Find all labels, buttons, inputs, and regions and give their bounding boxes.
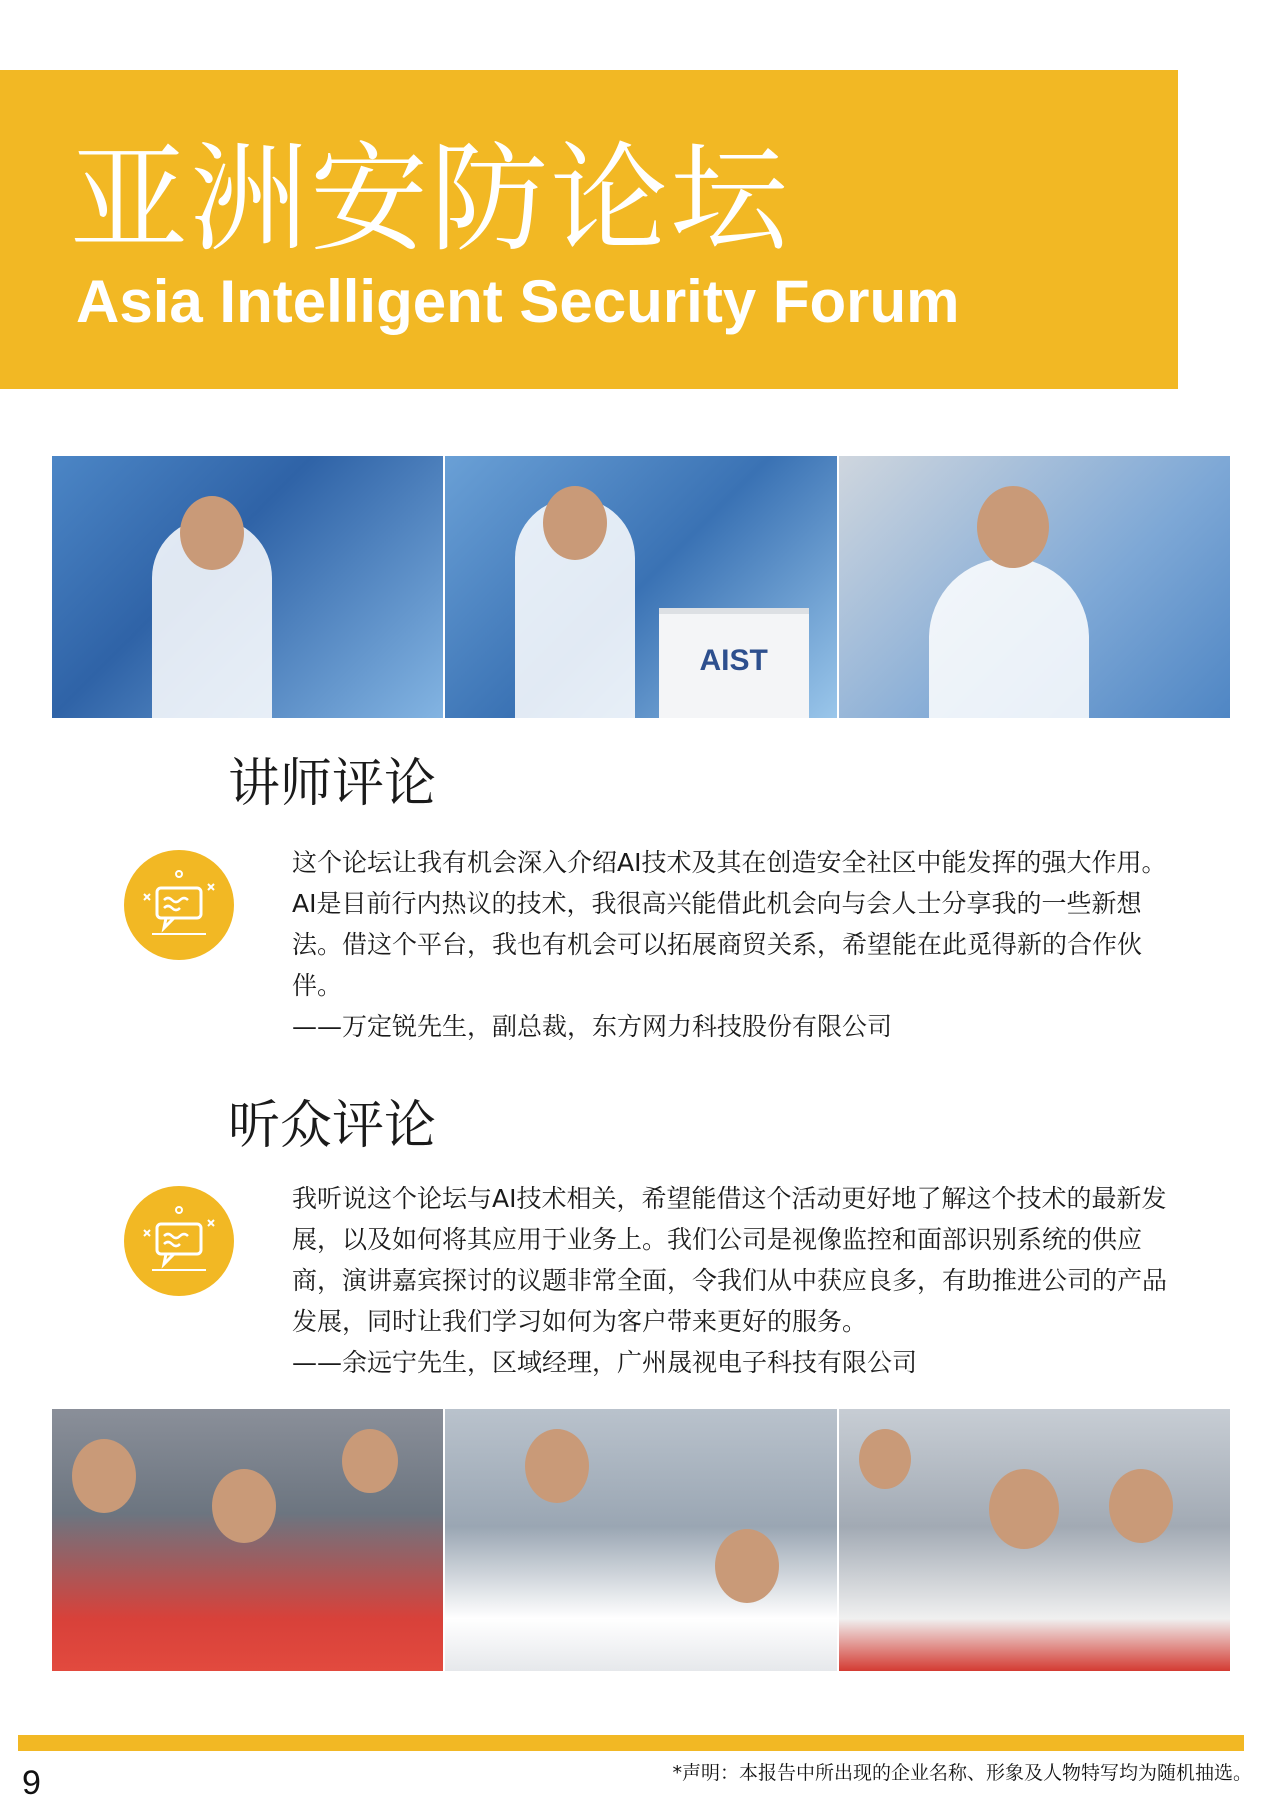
podium-logo: AIST <box>659 608 809 718</box>
speaker-figure <box>929 558 1089 718</box>
speaker-photo-1 <box>52 456 443 718</box>
speaker-section-title: 讲师评论 <box>228 754 437 814</box>
audience-attribution: ——余远宁先生，区域经理，广州晟视电子科技有限公司 <box>292 1348 918 1377</box>
speaker-attribution: ——万定锐先生，副总裁，东方网力科技股份有限公司 <box>292 1012 893 1041</box>
audience-photo-3 <box>839 1409 1230 1671</box>
audience-head <box>72 1439 136 1513</box>
audience-head <box>212 1469 276 1543</box>
page-number: 9 <box>22 1764 41 1802</box>
speech-bubble-icon <box>124 850 234 960</box>
audience-head <box>989 1469 1059 1549</box>
speech-bubble-icon <box>124 1186 234 1296</box>
speaker-photo-strip <box>52 456 1230 718</box>
speaker-head <box>180 496 244 570</box>
speaker-head <box>977 486 1049 568</box>
speaker-quote <box>292 842 1172 1047</box>
audience-head <box>525 1429 589 1503</box>
audience-section-title: 听众评论 <box>228 1096 437 1156</box>
speaker-photo-3 <box>839 456 1230 718</box>
page-title-en: Asia Intelligent Security Forum <box>76 268 960 335</box>
speaker-head <box>543 486 607 560</box>
audience-quote-text: 我听说这个论坛与AI技术相关，希望能借这个活动更好地了解这个技术的最新发展，以及如何将其应用于业务上。我们公司是视像监控和面部识别系统的供应商，演讲嘉宾探讨的议题非常全面，令我们从中获应良多，有助推进公司的产品发展，同时让我们学习如何为客户带来更好的服务。 <box>292 1184 1168 1336</box>
footer-bar <box>18 1735 1244 1751</box>
audience-photo-1 <box>52 1409 443 1671</box>
speaker-photo-2 <box>445 456 836 718</box>
audience-head <box>342 1429 398 1493</box>
audience-photo-strip <box>52 1409 1230 1671</box>
audience-head <box>859 1429 911 1489</box>
audience-head <box>1109 1469 1173 1543</box>
audience-quote <box>292 1178 1172 1383</box>
audience-photo-2 <box>445 1409 836 1671</box>
disclaimer: *声明：本报告中所出现的企业名称、形象及人物特写均为随机抽选。 <box>672 1762 1252 1784</box>
speaker-quote-text: 这个论坛让我有机会深入介绍AI技术及其在创造安全社区中能发挥的强大作用。AI是目前行内热议的技术，我很高兴能借此机会向与会人士分享我的一些新想法。借这个平台，我也有机会可以拓展商贸关系，希望能在此觅得新的合作伙伴。 <box>292 848 1167 1000</box>
page-title-zh: 亚洲安防论坛 <box>70 130 791 268</box>
audience-head <box>715 1529 779 1603</box>
